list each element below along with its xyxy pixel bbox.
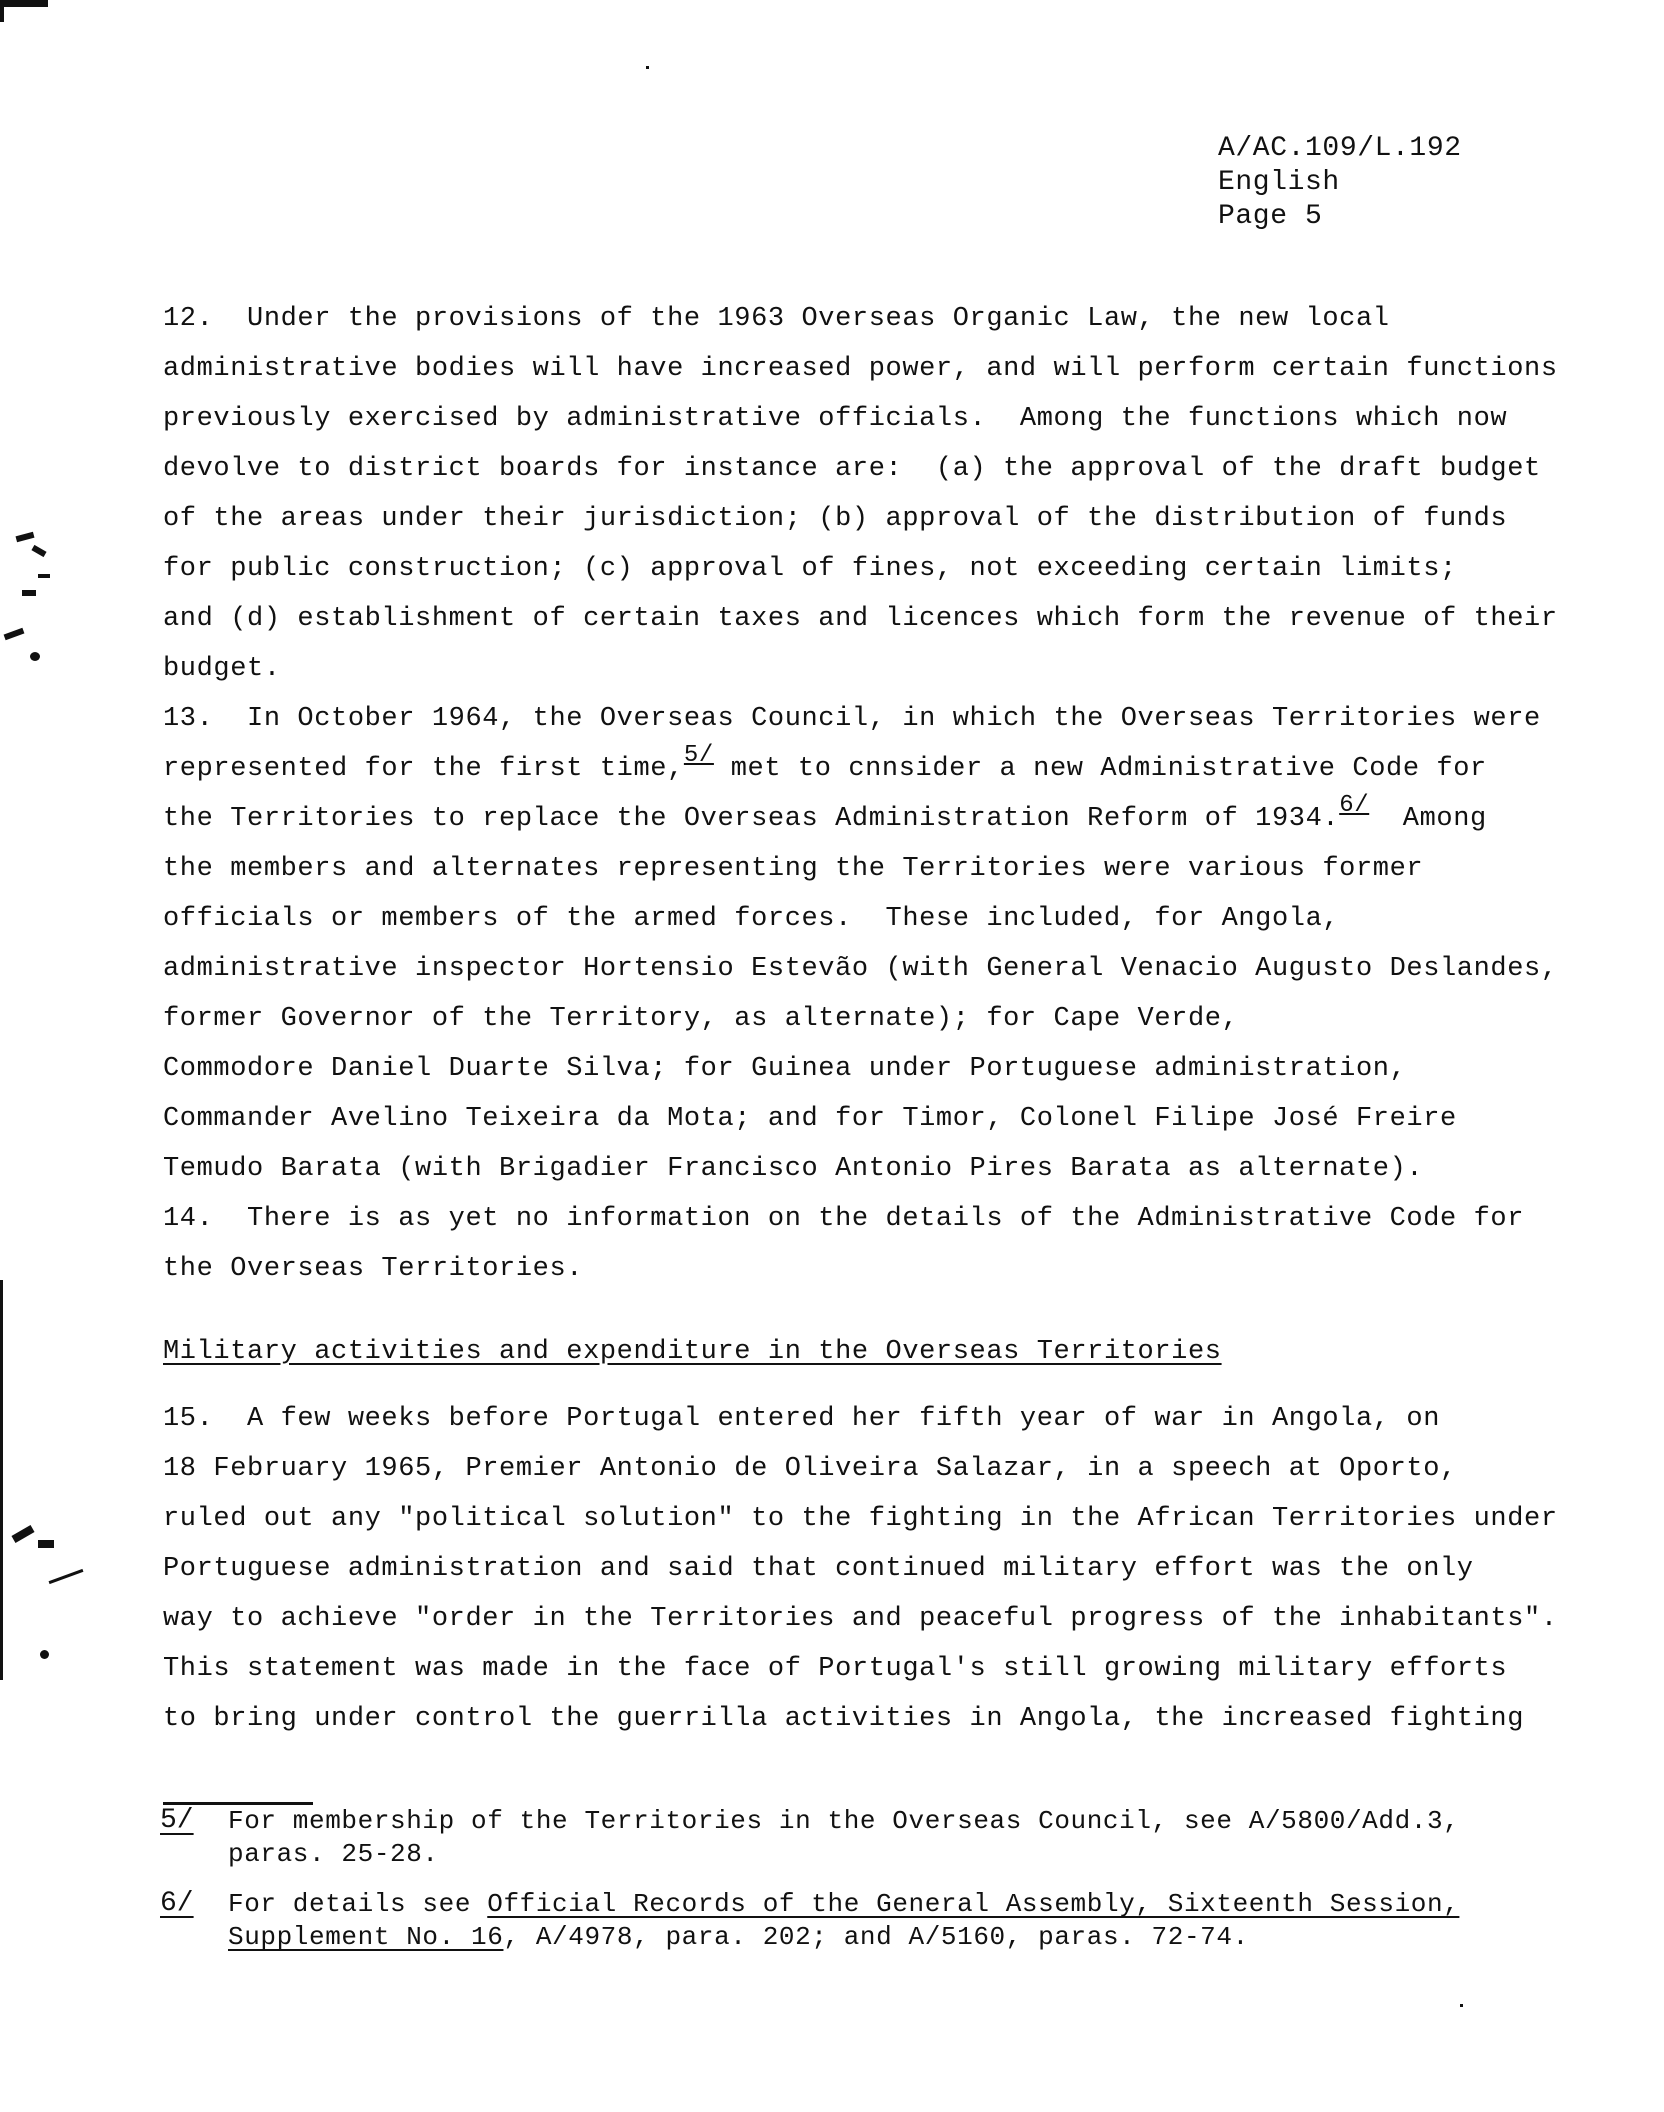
footnote-mark: 5/	[160, 1805, 194, 1836]
scan-artifact-dot	[646, 66, 649, 69]
scan-artifact-margin-7	[11, 1525, 34, 1543]
footnote-text	[228, 1888, 1459, 1920]
text-line: and (d) establishment of certain taxes and licences which form the revenue of their	[163, 604, 1558, 634]
text-line: the Overseas Territories.	[163, 1254, 584, 1284]
citation-title: Official Records of the General Assembly, Sixteenth Session,	[487, 1889, 1460, 1919]
text-span: For details see	[228, 1889, 488, 1919]
text-line: administrative bodies will have increased power, and will perform certain functions	[163, 354, 1558, 384]
footnote-ref-5[interactable]: 5/	[683, 742, 714, 769]
footnote-text: For membership of the Territories in the Overseas Council, see A/5800/Add.3,	[228, 1806, 1460, 1836]
scan-artifact-margin-9	[49, 1569, 84, 1584]
text-line: way to achieve "order in the Territories and peaceful progress of the inhabitants".	[163, 1604, 1558, 1634]
text-line	[163, 742, 1487, 786]
scan-artifact-top-left	[0, 0, 48, 7]
text-line: This statement was made in the face of Portugal's still growing military efforts	[163, 1654, 1508, 1684]
text-line: 13. In October 1964, the Overseas Council, in which the Overseas Territories were	[163, 704, 1541, 734]
document-symbol: A/AC.109/L.192	[1218, 133, 1462, 164]
text-line: budget.	[163, 654, 281, 684]
text-line: of the areas under their jurisdiction; (b) approval of the distribution of funds	[163, 504, 1508, 534]
text-span: represented for the first time,	[163, 754, 684, 784]
text-line	[163, 792, 1487, 836]
citation-supplement: Supplement No. 16	[228, 1922, 504, 1952]
text-line: 14. There is as yet no information on the details of the Administrative Code for	[163, 1204, 1525, 1234]
page-number: Page 5	[1218, 201, 1323, 232]
text-line: Temudo Barata (with Brigadier Francisco Antonio Pires Barata as alternate).	[163, 1154, 1424, 1184]
text-line: for public construction; (c) approval of fines, not exceeding certain limits;	[163, 554, 1457, 584]
text-line: former Governor of the Territory, as alternate); for Cape Verde,	[163, 1004, 1239, 1034]
footnote-text: paras. 25-28.	[228, 1839, 439, 1869]
scan-artifact-margin-6	[30, 652, 40, 661]
scan-artifact-margin-1	[16, 532, 35, 542]
scan-artifact-margin-3	[38, 574, 50, 578]
text-line: the members and alternates representing the Territories were various former	[163, 854, 1424, 884]
scan-artifact-margin-10	[40, 1650, 49, 1659]
text-line: previously exercised by administrative officials. Among the functions which now	[163, 404, 1508, 434]
scan-artifact-margin-8	[38, 1540, 54, 1548]
footnote-ref-6[interactable]: 6/	[1339, 792, 1370, 819]
text-line: Commander Avelino Teixeira da Mota; and for Timor, Colonel Filipe José Freire	[163, 1104, 1457, 1134]
section-heading: Military activities and expenditure in the Overseas Territories	[163, 1337, 1222, 1367]
text-line: 15. A few weeks before Portugal entered her fifth year of war in Angola, on	[163, 1404, 1440, 1434]
scan-artifact-dot	[1460, 2004, 1463, 2007]
scan-artifact-top-left-edge	[0, 0, 4, 22]
footnote-text	[228, 1921, 1249, 1953]
scan-artifact-margin-5	[4, 628, 25, 640]
text-line: ruled out any "political solution" to the fighting in the African Territories under	[163, 1504, 1558, 1534]
text-line: to bring under control the guerrilla activities in Angola, the increased fighting	[163, 1704, 1525, 1734]
text-span: , A/4978, para. 202; and A/5160, paras. 72-74.	[503, 1922, 1249, 1952]
text-line: Commodore Daniel Duarte Silva; for Guinea under Portuguese administration,	[163, 1054, 1407, 1084]
document-language: English	[1218, 167, 1340, 198]
text-span: met to cnnsider a new Administrative Code for	[713, 754, 1487, 784]
text-line: 12. Under the provisions of the 1963 Overseas Organic Law, the new local	[163, 304, 1390, 334]
scan-artifact-margin-4	[22, 590, 36, 596]
document-header	[1218, 132, 1462, 234]
text-span: the Territories to replace the Overseas Administration Reform of 1934.	[163, 804, 1340, 834]
text-line: Portuguese administration and said that continued military effort was the only	[163, 1554, 1474, 1584]
footnote-mark: 6/	[160, 1888, 194, 1919]
text-line: devolve to district boards for instance are: (a) the approval of the draft budget	[163, 454, 1541, 484]
text-line: 18 February 1965, Premier Antonio de Oliveira Salazar, in a speech at Oporto,	[163, 1454, 1457, 1484]
scan-artifact-margin-2	[31, 545, 46, 557]
scan-left-edge	[0, 1280, 3, 1680]
text-line: officials or members of the armed forces. These included, for Angola,	[163, 904, 1340, 934]
text-line: administrative inspector Hortensio Estevão (with General Venacio Augusto Deslandes,	[163, 954, 1558, 984]
text-span: Among	[1369, 804, 1487, 834]
